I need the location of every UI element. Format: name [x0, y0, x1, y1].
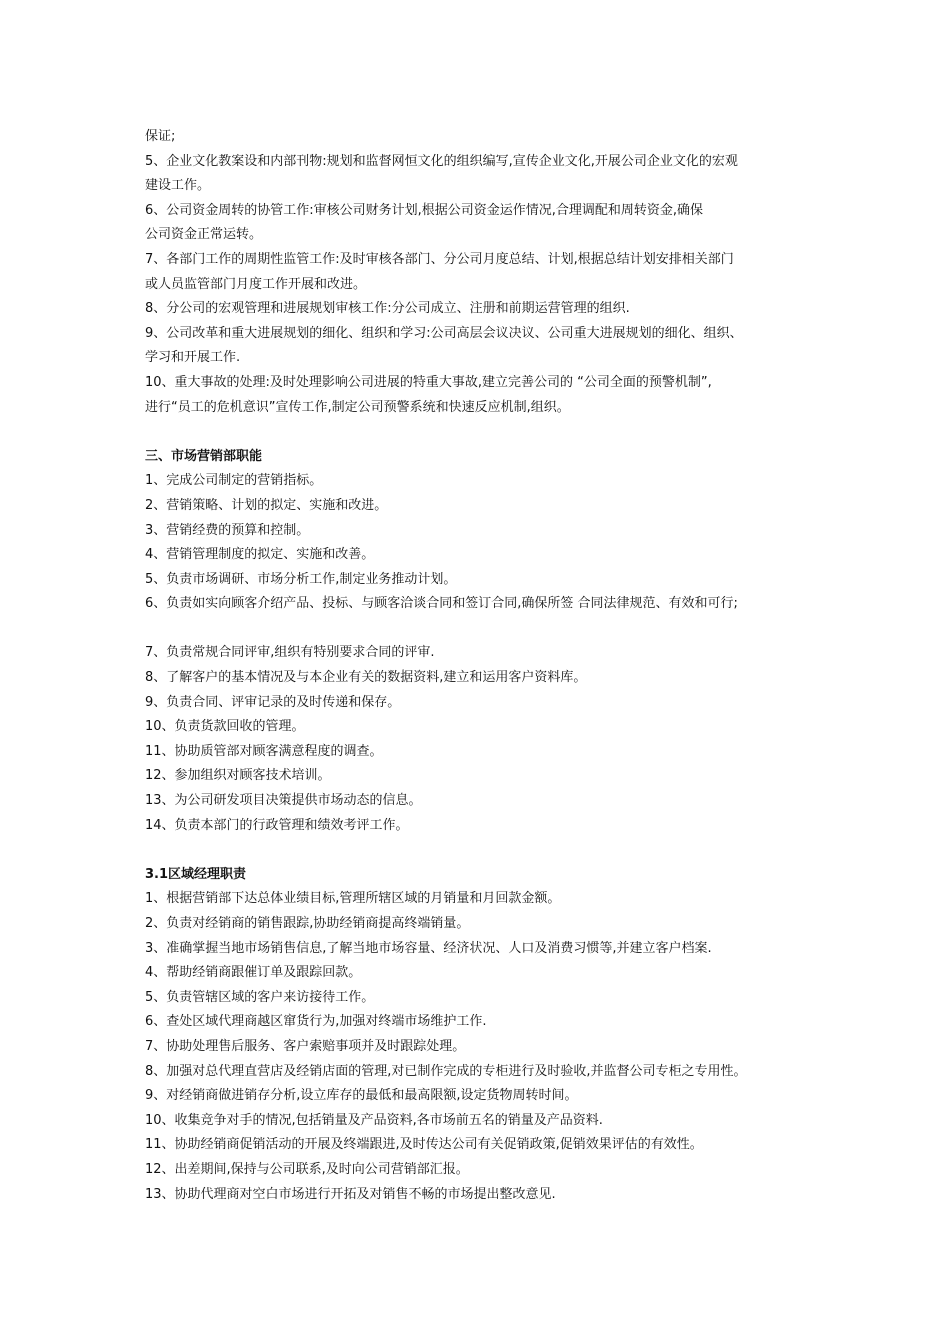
list-item: 9、负责合同、评审记录的及时传递和保存。	[145, 694, 401, 710]
list-item: 7、负责常规合同评审,组织有特别要求合同的评审.	[145, 645, 435, 661]
text-line: 5、企业文化教案设和内部刊物:规划和监督网恒文化的组织编写,宣传企业文化,开展公司企业文化的宏观	[145, 153, 738, 169]
text-line: 学习和开展工作.	[145, 350, 241, 366]
paragraph-gap	[145, 838, 835, 863]
list-item: 2、负责对经销商的销售跟踪,协助经销商提高终端销量。	[145, 916, 470, 931]
list-item: 10、负责货款回收的管理。	[145, 719, 305, 735]
list-item: 2、营销策略、计划的拟定、实施和改进。	[145, 497, 388, 513]
text-line: 6、公司资金周转的协管工作:审核公司财务计划,根据公司资金运作情况,合理调配和周转资金,确保	[145, 202, 704, 218]
list-item: 14、负责本部门的行政管理和绩效考评工作。	[145, 817, 409, 833]
list-item: 8、了解客户的基本情况及与本企业有关的数据资料,建立和运用客户资料库。	[145, 670, 587, 686]
list-item: 11、协助质管部对顾客满意程度的调查。	[145, 743, 383, 759]
list-item: 6、查处区域代理商越区窜货行为,加强对终端市场维护工作.	[145, 1014, 487, 1030]
list-item: 4、营销管理制度的拟定、实施和改善。	[145, 547, 375, 563]
text-line: 或人员监管部门月度工作开展和改进。	[145, 276, 367, 292]
text-line: 9、公司改革和重大进展规划的细化、组织和学习:公司高层会议决议、公司重大进展规划的细化、组织、	[145, 325, 743, 341]
text-line: 10、重大事故的处理:及时处理影响公司进展的特重大事故,建立完善公司的 “公司全面的预警机制”,	[145, 374, 712, 390]
text-line: 建设工作。	[145, 178, 211, 194]
paragraph-gap	[145, 420, 835, 445]
list-item: 6、负责如实向顾客介绍产品、投标、与顾客洽谈合同和签订合同,确保所签 合同法律规范、有效和可行;	[145, 596, 738, 612]
list-item: 13、协助代理商对空白市场进行开拓及对销售不畅的市场提出整改意见.	[145, 1186, 556, 1202]
list-item: 3、营销经费的预算和控制。	[145, 522, 310, 538]
list-item: 12、参加组织对顾客技术培训。	[145, 768, 331, 784]
section-heading: 三、市场营销部职能	[145, 448, 263, 464]
list-item: 4、帮助经销商跟催订单及跟踪回款。	[145, 965, 362, 981]
document-page	[145, 125, 835, 1207]
text-line: 公司资金正常运转。	[145, 227, 263, 243]
list-item: 5、负责管辖区域的客户来访接待工作。	[145, 989, 375, 1005]
list-item: 13、为公司研发项目决策提供市场动态的信息。	[145, 793, 422, 809]
list-item: 5、负责市场调研、市场分析工作,制定业务推动计划。	[145, 571, 457, 587]
list-item: 10、收集竞争对手的情况,包括销量及产品资料,各市场前五名的销量及产品资料.	[145, 1112, 603, 1128]
text-line: 8、分公司的宏观管理和进展规划审核工作:分公司成立、注册和前期运营管理的组织.	[145, 301, 630, 317]
list-item: 1、完成公司制定的营销指标。	[145, 473, 323, 489]
list-item: 8、加强对总代理直营店及经销店面的管理,对已制作完成的专柜进行及时验收,并监督公司专柜之专用性。	[145, 1063, 747, 1079]
list-item: 1、根据营销部下达总体业绩目标,管理所辖区域的月销量和月回款金额。	[145, 891, 561, 907]
section-marketing-functions	[145, 445, 835, 839]
list-item: 9、对经销商做进销存分析,设立库存的最低和最高限额,设定货物周转时间。	[145, 1088, 578, 1104]
list-item: 3、准确掌握当地市场销售信息,了解当地市场容量、经济状况、人口及消费习惯等,并建立客户档案.	[145, 940, 712, 956]
list-item: 12、出差期间,保持与公司联系,及时向公司营销部汇报。	[145, 1161, 469, 1177]
section-regional-manager-duties	[145, 863, 835, 1207]
paragraph-gap	[145, 617, 835, 642]
text-line: 保证;	[145, 129, 176, 144]
intro-block	[145, 125, 835, 420]
list-item: 11、协助经销商促销活动的开展及终端跟进,及时传达公司有关促销政策,促销效果评估的有效性。	[145, 1137, 703, 1153]
text-line: 7、各部门工作的周期性监管工作:及时审核各部门、分公司月度总结、计划,根据总结计划安排相关部门	[145, 251, 734, 267]
list-item: 7、协助处理售后服务、客户索赔事项并及时跟踪处理。	[145, 1038, 466, 1054]
section-heading: 3.1区域经理职责	[145, 866, 247, 882]
text-line: 进行“员工的危机意识”宣传工作,制定公司预警系统和快速反应机制,组织。	[145, 399, 570, 415]
